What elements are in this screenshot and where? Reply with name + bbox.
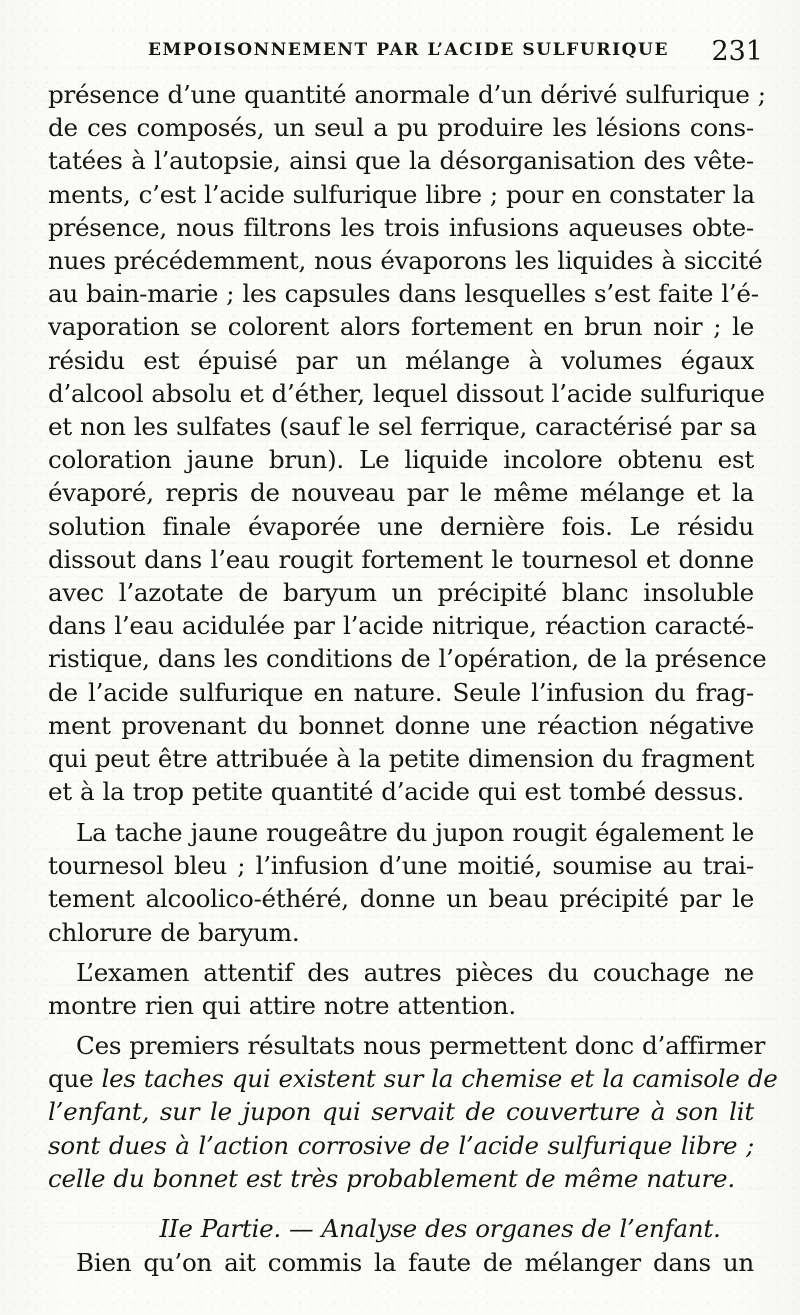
text-line: de ces composés, un seul a pu produire les lésions cons- [48, 113, 754, 143]
section-heading: IIe Partie. — Analyse des organes de l’enfant. [159, 1214, 721, 1243]
text-line: solution finale évaporée une dernière fois. Le résidu [48, 511, 754, 541]
text-line: ments, c’est l’acide sulfurique libre ; pour en constater la [48, 179, 755, 209]
text-line: dissout dans l’eau rougit fortement le tournesol et donne [48, 544, 754, 574]
page-header [148, 36, 763, 68]
text-line: L’examen attentif des autres pièces du couchage ne [76, 958, 754, 987]
body-text [48, 78, 778, 1303]
text-line: de l’acide sulfurique en nature. Seule l’infusion du frag- [48, 677, 754, 707]
text-line: vaporation se colorent alors fortement en brun noir ; le [48, 312, 754, 342]
text-line: chlorure de baryum. [48, 917, 300, 947]
text-line: au bain-marie ; les capsules dans lesquelles s’est faite l’é- [48, 279, 759, 309]
text-line: dans l’eau acidulée par l’acide nitrique, réaction caracté- [48, 611, 754, 641]
text-line: Bien qu’on ait commis la faute de mélanger dans un [76, 1248, 754, 1277]
text-line: celle du bonnet est très probablement de même nature. [48, 1163, 735, 1193]
text-line: Ces premiers résultats nous permettent donc d’affirmer [76, 1031, 766, 1060]
text-line: tatées à l’autopsie, ainsi que la désorganisation des vête- [48, 146, 754, 176]
text-line: ment provenant du bonnet donne une réaction négative [48, 710, 754, 740]
page-number: 231 [711, 36, 763, 67]
roman-prefix: que [48, 1064, 94, 1094]
text-line: ristique, dans les conditions de l’opération, de la présence [48, 644, 767, 674]
text-line: coloration jaune brun). Le liquide incolore obtenu est [48, 445, 754, 475]
text-line: et à la trop petite quantité d’acide qui est tombé dessus. [48, 777, 745, 807]
text-line: tement alcoolico-éthéré, donne un beau précipité par le [48, 884, 754, 914]
text-line: sont dues à l’action corrosive de l’acide sulfurique libre ; [48, 1130, 754, 1160]
text-line: résidu est épuisé par un mélange à volumes égaux [48, 345, 754, 375]
text-line: montre rien qui attire notre attention. [48, 991, 516, 1021]
text-line: présence d’une quantité anormale d’un dérivé sulfurique ; [48, 80, 766, 109]
text-line: nues précédemment, nous évaporons les liquides à siccité [48, 246, 763, 275]
text-line: et non les sulfates (sauf le sel ferrique, caractérisé par sa [48, 412, 757, 441]
text-line: avec l’azotate de baryum un précipité blanc insoluble [48, 578, 754, 607]
text-line: qui peut être attribuée à la petite dimension du fragment [48, 744, 755, 773]
text-line: La tache jaune rougeâtre du jupon rougit également le [76, 818, 754, 847]
text-line: présence, nous filtrons les trois infusions aqueuses obte- [48, 212, 754, 242]
text-line: tournesol bleu ; l’infusion d’une moitié, soumise au trai- [48, 851, 754, 881]
text-line: évaporé, repris de nouveau par le même mélange et la [48, 478, 754, 508]
text-line: d’alcool absolu et d’éther, lequel dissout l’acide sulfurique [48, 378, 765, 408]
running-head: EMPOISONNEMENT PAR L’ACIDE SULFURIQUE [148, 40, 670, 60]
text-line: l’enfant, sur le jupon qui servait de couverture à son lit [48, 1097, 754, 1127]
italic-text: les taches qui existent sur la chemise et la camisole de [101, 1064, 778, 1094]
text-line [48, 1062, 778, 1096]
